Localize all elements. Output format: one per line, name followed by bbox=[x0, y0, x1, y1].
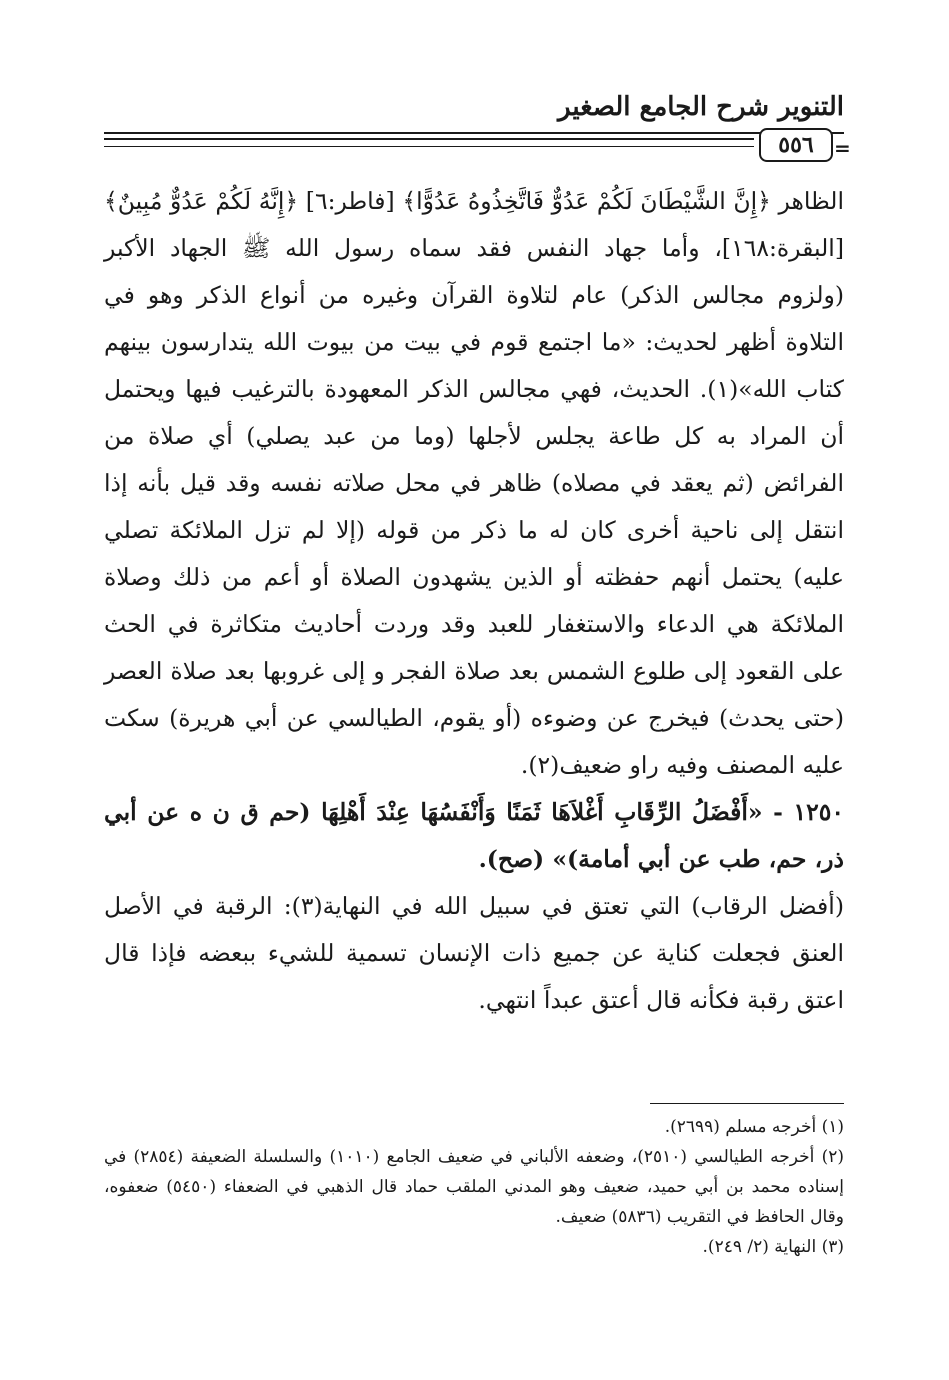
paragraph-commentary: الظاهر ﴿إِنَّ الشَّيْطَانَ لَكُمْ عَدُوٌّ فَاتَّخِذُوهُ عَدُوًّا﴾ [فاطر:٦] ﴿إِنَّهُ لَكُمْ عَدُوٌّ مُبِينٌ﴾ [البقرة:١٦٨]، وأما جهاد النفس فقد سماه رسول الله ﷺ الجهاد الأكبر (ولزوم مجالس الذكر) عام لتلاوة القرآن وغيره من أنواع الذكر وهو في التلاوة أظهر لحديث: «ما اجتمع قوم في بيت من بيوت الله يتدارسون بينهم كتاب الله»(١). الحديث، فهي مجالس الذكر المعهودة بالترغيب فيها ويحتمل أن المراد به كل طاعة يجلس لأجلها (وما من عبد يصلي) أي صلاة من الفرائض (ثم يعقد في مصلاه) ظاهر في محل صلاته نفسه وقد قيل بأنه إذا انتقل إلى ناحية أخرى كان له ما ذكر من قوله (إلا لم تزل الملائكة تصلي عليه) يحتمل أنهم حفظته أو الذين يشهدون الصلاة أو أعم من ذلك وصلاة الملائكة هي الدعاء والاستغفار للعبد وقد وردت أحاديث متكاثرة في الحث على القعود إلى طلوع الشمس بعد صلاة الفجر و إلى غروبها بعد صلاة العصر (حتى يحدث) فيخرج عن وضوءه (أو يقوم، الطيالسي عن أبي هريرة) سكت عليه المصنف وفيه راو ضعيف(٢). bbox=[104, 187, 844, 779]
page-header bbox=[104, 92, 844, 132]
footnotes bbox=[104, 1112, 844, 1262]
footnote-3: (٣) النهاية (٢/ ٢٤٩). bbox=[702, 1237, 844, 1257]
double-rule-bottom bbox=[104, 146, 754, 147]
page-number-row bbox=[104, 128, 851, 168]
page-number-ornament: = bbox=[834, 136, 851, 160]
paragraph-explanation: (أفضل الرقاب) التي تعتق في سبيل الله في النهاية(٣): الرقبة في الأصل العنق فجعلت كناية عن جميع ذات الإنسان تسمية للشيء ببعضه فإذا قال اعتق رقبة فكأنه قال أعتق عبداً انتهي. bbox=[104, 892, 844, 1014]
footnote-1: (١) أخرجه مسلم (٢٦٩٩). bbox=[664, 1117, 844, 1137]
double-rule-top bbox=[104, 138, 754, 140]
footnote-separator bbox=[650, 1103, 844, 1104]
footnote-2: (٢) أخرجه الطيالسي (٢٥١٠)، وضعفه الألباني في ضعيف الجامع (١٠١٠) والسلسلة الضعيفة (٢٨٥٤) في إسناده محمد بن أبي حميد، ضعيف وهو المدني الملقب حماد قال الذهبي في الضعفاء (٥٤٥٠) ضعفوه، وقال الحافظ في التقريب (٥٨٣٦) ضعيف. bbox=[104, 1147, 844, 1227]
paragraph-hadith-1250: ١٢٥٠ - «أَفْضَلُ الرِّقَابِ أَغْلاَهَا ثَمَنًا وَأَنْفَسُهَا عِنْدَ أَهْلِهَا (حم ق ن ه عن أبي ذر، حم، طب عن أبي أمامة)» (صح). bbox=[104, 798, 844, 873]
main-text bbox=[104, 178, 844, 1024]
page-number: ٥٥٦ bbox=[759, 128, 833, 162]
running-title: التنوير شرح الجامع الصغير bbox=[558, 92, 844, 122]
